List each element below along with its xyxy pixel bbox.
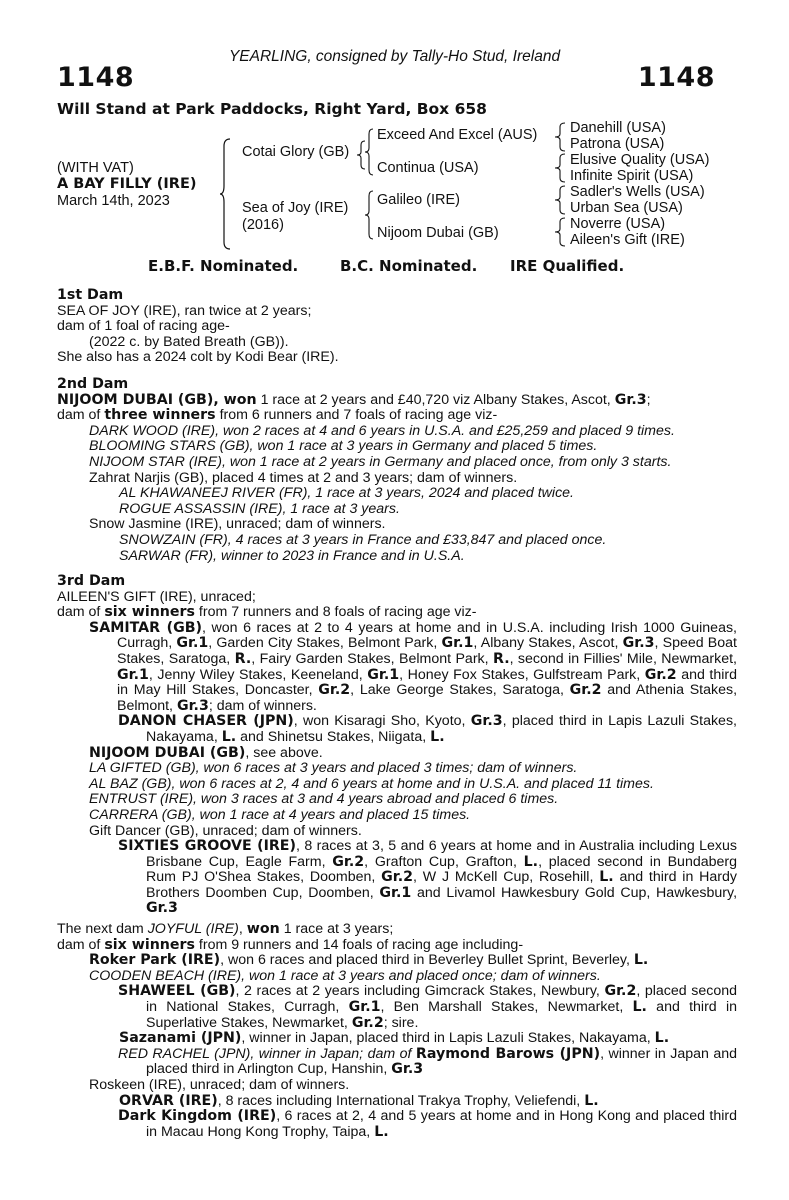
progeny-line [57, 1094, 737, 1110]
text-run: , 8 races at 3, 5 and 6 years at home and in Australia including Lexus Brisbane Cup, Eagle Farm, [146, 838, 737, 870]
bold-text: Sazanami (JPN) [119, 1030, 242, 1047]
text-run: , [238, 921, 247, 937]
bold-text: SIXTIES GROOVE (IRE) [118, 838, 296, 855]
grandsire-dam: Patrona (USA) [570, 136, 665, 152]
first-dam-section [57, 288, 737, 366]
third-dam-section [57, 574, 737, 917]
bold-text: L. [523, 853, 539, 870]
bold-text: Gr.1 [176, 635, 209, 652]
bold-text: Gr.1 [379, 884, 412, 901]
bold-text: L. [430, 728, 445, 745]
progeny-line: BLOOMING STARS (GB), won 1 race at 3 years in Germany and placed 5 times. [89, 438, 598, 455]
text-run: , W J McKell Cup, Rosehill, [413, 869, 600, 886]
sire-dam-sire: Elusive Quality (USA) [570, 152, 710, 168]
sixties-entry [57, 839, 737, 917]
progeny-line: AL KHAWANEEJ RIVER (FR), 1 race at 3 years, 2024 and placed twice. [119, 485, 574, 502]
progeny-line: AL BAZ (GB), won 6 races at 2, 4 and 6 years at home and in U.S.A. and placed 11 times. [89, 775, 654, 792]
grade: Gr.3 [614, 391, 647, 408]
third-dam-heading: 3rd Dam [57, 573, 126, 589]
text-run: , Lake George Stakes, Saratoga, [350, 682, 570, 699]
dark-kingdom-entry [57, 1109, 737, 1140]
foaling-date: March 14th, 2023 [57, 193, 170, 209]
first-dam-line: (2022 c. by Bated Breath (GB)). [89, 333, 289, 350]
bold-text: ORVAR (IRE) [119, 1092, 218, 1109]
text-run: , placed second in National Stakes, Curragh, [146, 983, 738, 1015]
text-run: and Livamol Hawkesbury Gold Cup, Hawkesbury, [411, 884, 738, 901]
sire-name: Cotai Glory (GB) [242, 144, 350, 160]
bold-text: Raymond Barows (JPN) [415, 1045, 601, 1062]
bold-text: L. [633, 952, 649, 969]
progeny-line: Zahrat Narjis (GB), placed 4 times at 2 and 3 years; dam of winners. [89, 469, 518, 486]
text-run: from 7 runners and 8 foals of racing age viz- [194, 604, 477, 621]
first-dam-line: SEA OF JOY (IRE), ran twice at 2 years; [57, 302, 312, 319]
text-run: ; dam of winners. [208, 697, 317, 714]
stand-location: Will Stand at Park Paddocks, Right Yard, Box 658 [57, 100, 487, 118]
bold-text: L. [221, 728, 237, 745]
text-run: and third in May Hill Stakes, Doncaster, [117, 666, 738, 699]
bold-text: Gr.1 [441, 635, 474, 652]
bold-text: Gr.2 [644, 666, 677, 683]
progeny-line: Roskeen (IRE), unraced; dam of winners. [89, 1076, 350, 1093]
text-run: , won 6 races at 2 to 4 years at home and in U.S.A. including Irish 1000 Guineas, Curragh, [117, 619, 737, 652]
dam-dam-dam: Aileen's Gift (IRE) [570, 232, 685, 248]
text-run: and third in Hardy Brothers Doomben Cup, Doomben, [146, 869, 737, 901]
bold-text: won [246, 921, 280, 937]
progeny-line: SARWAR (FR), winner to 2023 in France and in U.S.A. [119, 547, 465, 564]
bold-text: Gr.2 [318, 682, 351, 699]
text-run: , Speed Boat Stakes, Saratoga, [117, 635, 737, 667]
dam-sire-name: Galileo (IRE) [377, 192, 460, 208]
progeny-line: NIJOOM STAR (IRE), won 1 race at 2 years in Germany and placed once, from only 3 starts. [89, 453, 672, 470]
bold-text: Gr.2 [381, 869, 414, 886]
second-dam-section [57, 377, 737, 564]
first-dam-line: She also has a 2024 colt by Kodi Bear (IRE). [57, 349, 339, 366]
third-dam-line [57, 605, 737, 621]
text-run: The next dam [57, 921, 148, 937]
sire-dam-dam: Infinite Spirit (USA) [570, 168, 694, 184]
progeny-line: LA GIFTED (GB), won 6 races at 3 years and placed 3 times; dam of winners. [89, 760, 578, 777]
dam-name: Sea of Joy (IRE) [242, 200, 349, 216]
sire-sire-brace [554, 122, 566, 152]
dam-entry-name: NIJOOM DUBAI (GB), won [57, 391, 257, 408]
progeny-line: ENTRUST (IRE), won 3 races at 3 and 4 years abroad and placed 6 times. [89, 791, 559, 808]
bold-text: DANON CHASER (JPN) [118, 713, 294, 730]
rachel-entry [57, 1047, 737, 1078]
bold-text: Gr.2 [332, 853, 365, 870]
text-run: , won Kisaragi Sho, Kyoto, [293, 713, 471, 730]
first-dam-line: dam of 1 foal of racing age- [57, 318, 230, 335]
text-run: , placed third in Lapis Lazuli Stakes, Nakayama, [146, 713, 737, 745]
text-run: , Jenny Wiley Stakes, Keeneland, [148, 666, 368, 683]
text-run: ; sire. [383, 1014, 419, 1031]
text-run: , winner in Japan and placed third in Arlington Cup, Hanshin, [146, 1045, 738, 1078]
sire-sire-name: Exceed And Excel (AUS) [377, 127, 538, 143]
text-run: dam of [57, 407, 105, 424]
bold-text: L. [632, 998, 647, 1015]
danon-entry [57, 714, 737, 745]
grandsire-sire: Danehill (USA) [570, 120, 666, 136]
lot-number-left: 1148 [57, 62, 135, 93]
horse-name: A BAY FILLY (IRE) [57, 176, 197, 192]
progeny-line: Gift Dancer (GB), unraced; dam of winners. [89, 822, 362, 839]
bold-text: NIJOOM DUBAI (GB) [89, 744, 246, 761]
bold-text: SHAWEEL (GB) [118, 983, 236, 1000]
dam-dam-brace [554, 217, 566, 247]
bold-text: R. [493, 650, 510, 667]
bold-text: Gr.2 [351, 1014, 384, 1031]
first-dam-heading: 1st Dam [57, 287, 124, 303]
progeny-line [57, 746, 737, 762]
bold-text: six winners [104, 936, 195, 953]
second-dam-line [57, 408, 737, 424]
bold-text: Gr.1 [367, 666, 400, 683]
progeny-line: SNOWZAIN (FR), 4 races at 3 years in France and £33,847 and placed once. [119, 531, 607, 548]
bold-text: Gr.3 [176, 697, 209, 714]
text-run: , Ben Marshall Stakes, Newmarket, [380, 998, 633, 1015]
progeny-line [57, 953, 737, 969]
lot-number-right: 1148 [637, 62, 715, 93]
text-run: , Albany Stakes, Ascot, [473, 635, 623, 652]
text-run: , Fairy Garden Stakes, Belmont Park, [251, 650, 493, 667]
bold-text: L. [374, 1123, 389, 1140]
bold-text: three winners [104, 407, 216, 424]
ebf-nomination: E.B.F. Nominated. [148, 257, 299, 275]
bold-text: L. [654, 1030, 670, 1047]
pedigree-main-brace [219, 138, 231, 250]
text-run: and third in Superlative Stakes, Newmarket, [146, 998, 737, 1031]
progeny-line: COODEN BEACH (IRE), won 1 race at 3 years and placed once; dam of winners. [89, 967, 601, 984]
next-dam-section [57, 922, 737, 1140]
dam-dam-name: Nijoom Dubai (GB) [377, 225, 499, 241]
text-run: , second in Fillies' Mile, Newmarket, [509, 650, 737, 667]
vat-label: (WITH VAT) [57, 160, 134, 176]
second-dam-line [57, 393, 737, 409]
second-dam-heading: 2nd Dam [57, 376, 129, 392]
ire-qualified: IRE Qualified. [510, 257, 625, 275]
dam-sire-brace [554, 185, 566, 215]
bold-text: Gr.3 [146, 900, 178, 917]
text-run: dam of [57, 936, 105, 953]
bold-text: Gr.1 [117, 666, 149, 683]
text-run: , 6 races at 2, 4 and 5 years at home and in Hong Kong and placed third in Macau Hong Kong Trophy, Taipa, [146, 1108, 737, 1140]
text-run: , 8 races including International Trakya Trophy, Veliefendi, [217, 1092, 585, 1109]
text-run: , Grafton Cup, Grafton, [364, 853, 524, 870]
text-run: and Athenia Stakes, Belmont, [117, 682, 738, 714]
bold-text: Dark Kingdom (IRE) [118, 1108, 277, 1125]
progeny-line: ROGUE ASSASSIN (IRE), 1 race at 3 years. [119, 500, 400, 517]
progeny-line: Snow Jasmine (IRE), unraced; dam of winners. [89, 516, 386, 533]
dam-line-brace [364, 190, 374, 240]
dam-sire-dam: Urban Sea (USA) [570, 200, 683, 216]
bold-text: Gr.2 [569, 682, 602, 699]
text-run: from 6 runners and 7 foals of racing age viz- [215, 407, 498, 424]
bold-text: R. [234, 650, 252, 667]
bold-text: Gr.3 [622, 635, 655, 652]
bold-text: Gr.3 [391, 1061, 424, 1078]
bold-text: Gr.3 [470, 713, 503, 730]
dam-sire-sire: Sadler's Wells (USA) [570, 184, 705, 200]
consignment-line: YEARLING, consigned by Tally-Ho Stud, Ireland [228, 48, 561, 65]
bold-text: SAMITAR (GB) [89, 619, 203, 636]
dam-year: (2016) [242, 217, 284, 233]
sire-line-brace [364, 128, 374, 176]
text-run: RED RACHEL (JPN), winner in Japan; dam of [118, 1045, 416, 1062]
text-run: JOYFUL (IRE) [147, 921, 239, 937]
text-run: from 9 runners and 14 foals of racing age including- [194, 936, 524, 953]
text-run: , winner in Japan, placed third in Lapis Lazuli Stakes, Nakayama, [241, 1030, 655, 1047]
next-dam-line [57, 922, 737, 938]
text-run: , Garden City Stakes, Belmont Park, [208, 635, 442, 652]
text-run: , see above. [245, 744, 323, 761]
sire-dam-name: Continua (USA) [377, 160, 479, 176]
bold-text: Roker Park (IRE) [89, 952, 221, 969]
text-run: , 2 races at 2 years including Gimcrack Stakes, Newbury, [235, 983, 605, 1000]
bold-text: Gr.1 [348, 998, 381, 1015]
third-dam-line: AILEEN'S GIFT (IRE), unraced; [57, 588, 256, 605]
progeny-line: DARK WOOD (IRE), won 2 races at 4 and 6 years in U.S.A. and £25,259 and placed 9 times. [89, 422, 675, 439]
text-run: and Shinetsu Stakes, Niigata, [236, 728, 431, 745]
next-dam-line [57, 938, 737, 954]
dam-dam-sire: Noverre (USA) [570, 216, 666, 232]
bc-nomination: B.C. Nominated. [340, 257, 478, 275]
bold-text: six winners [104, 604, 195, 621]
samitar-entry [57, 621, 737, 715]
text-run: 1 race at 3 years; [279, 921, 394, 937]
text-run: , placed second in Bundaberg Rum PJ O'Shea Stakes, Doomben, [146, 853, 738, 886]
bold-text: L. [599, 869, 614, 886]
text-run: , won 6 races and placed third in Beverley Bullet Sprint, Beverley, [220, 952, 634, 969]
text-run: dam of [57, 604, 105, 621]
shaweel-entry [57, 984, 737, 1031]
progeny-line [57, 1031, 737, 1047]
bold-text: Gr.2 [604, 983, 637, 1000]
sire-dam-brace [554, 153, 566, 183]
progeny-line: CARRERA (GB), won 1 race at 4 years and placed 15 times. [89, 806, 471, 823]
bold-text: L. [584, 1092, 599, 1109]
text-run: 1 race at 2 years and £40,720 viz Albany Stakes, Ascot, [256, 391, 615, 408]
text-run: , Honey Fox Stakes, Gulfstream Park, [399, 666, 645, 683]
text-run: ; [646, 391, 651, 408]
